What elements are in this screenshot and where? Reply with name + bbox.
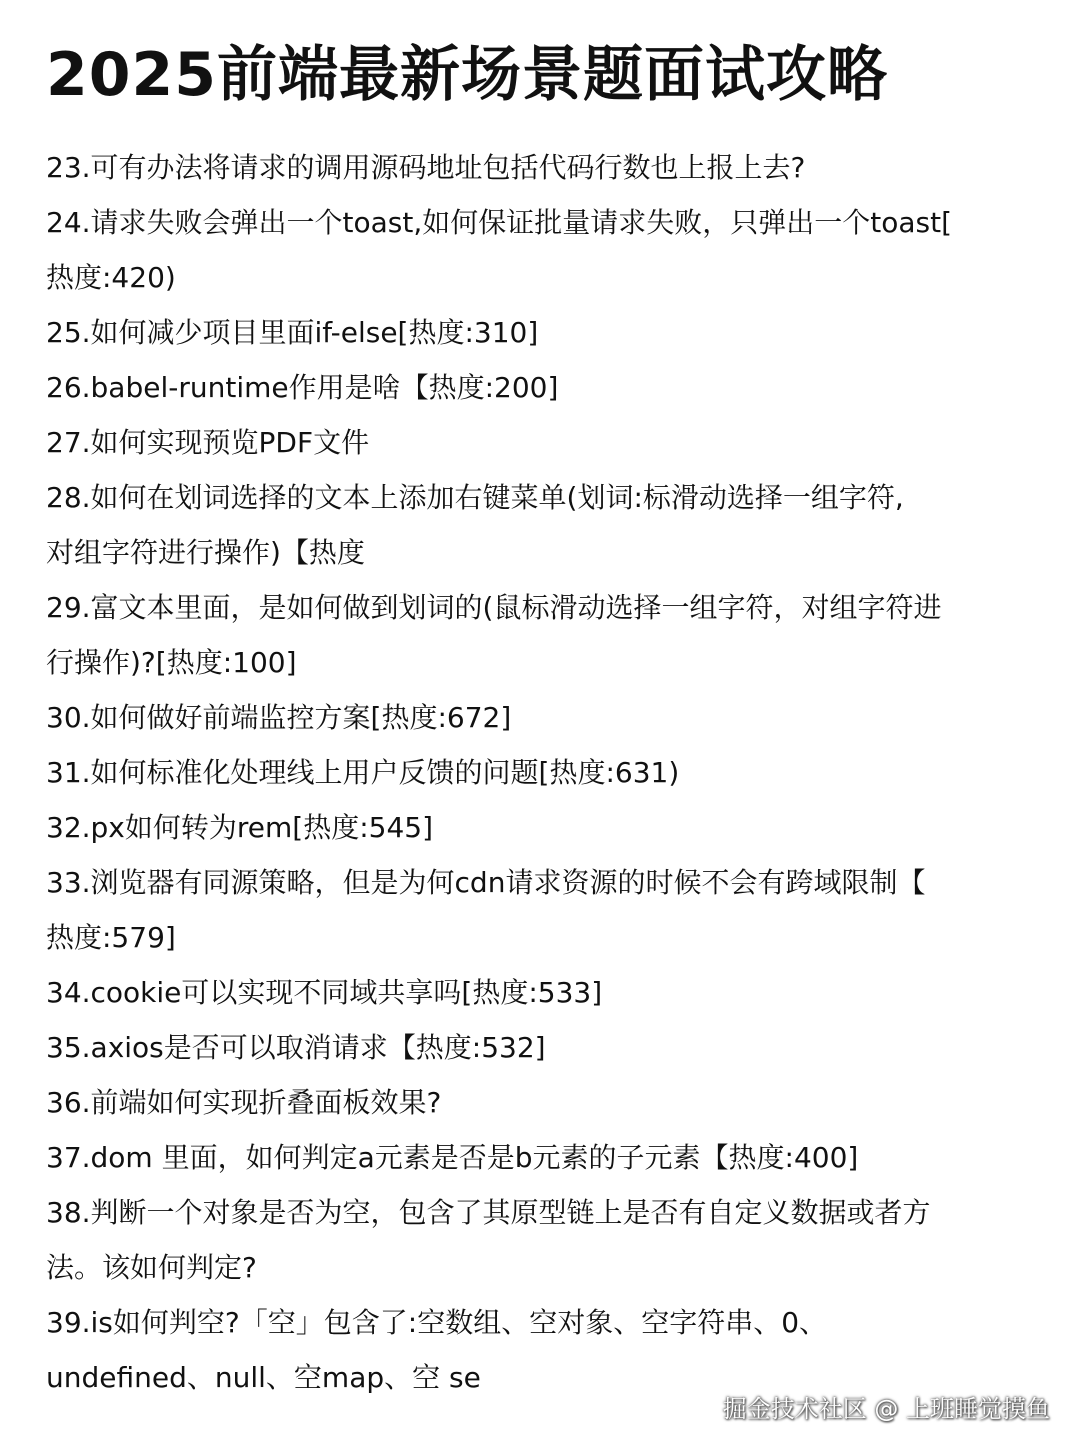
question-line: 38.判断一个对象是否为空，包含了其原型链上是否有自定义数据或者方: [46, 1196, 931, 1229]
question-line: 28.如何在划词选择的文本上添加右键菜单(划词:标滑动选择一组字符,: [46, 481, 904, 514]
question-line: 34.cookie可以实现不同域共享吗[热度:533]: [46, 976, 603, 1009]
question-line: 32.px如何转为rem[热度:545]: [46, 811, 433, 844]
question-line: 35.axios是否可以取消请求【热度:532]: [46, 1031, 546, 1064]
question-line: 27.如何实现预览PDF文件: [46, 426, 370, 459]
page-title: 2025前端最新场景题面试攻略: [46, 40, 888, 110]
question-line: 30.如何做好前端监控方案[热度:672]: [46, 701, 512, 734]
question-list: [46, 140, 1046, 1405]
question-line: 热度:579]: [46, 921, 176, 954]
question-line: 29.富文本里面，是如何做到划词的(鼠标滑动选择一组字符，对组字符进: [46, 591, 942, 624]
question-line: 36.前端如何实现折叠面板效果?: [46, 1086, 442, 1119]
question-line: undefined、null、空map、空 se: [46, 1361, 481, 1394]
question-line: 24.请求失败会弹出一个toast,如何保证批量请求失败，只弹出一个toast[: [46, 206, 953, 239]
question-line: 法。该如何判定?: [46, 1251, 257, 1284]
question-line: 行操作)?[热度:100]: [46, 646, 297, 679]
question-line: 25.如何减少项目里面if-else[热度:310]: [46, 316, 539, 349]
question-line: 39.is如何判空?「空」包含了:空数组、空对象、空字符串、0、: [46, 1306, 828, 1339]
question-line: 23.可有办法将请求的调用源码地址包括代码行数也上报上去?: [46, 151, 806, 184]
question-line: 对组字符进行操作)【热度: [46, 536, 365, 569]
question-line: 33.浏览器有同源策略，但是为何cdn请求资源的时候不会有跨域限制【: [46, 866, 926, 899]
question-line: 37.dom 里面，如何判定a元素是否是b元素的子元素【热度:400]: [46, 1141, 859, 1174]
question-line: 31.如何标准化处理线上用户反馈的问题[热度:631): [46, 756, 680, 789]
question-line: 热度:420): [46, 261, 176, 294]
watermark: 掘金技术社区 @ 上班睡觉摸鱼: [722, 1395, 1050, 1423]
question-line: 26.babel-runtime作用是啥【热度:200]: [46, 371, 559, 404]
